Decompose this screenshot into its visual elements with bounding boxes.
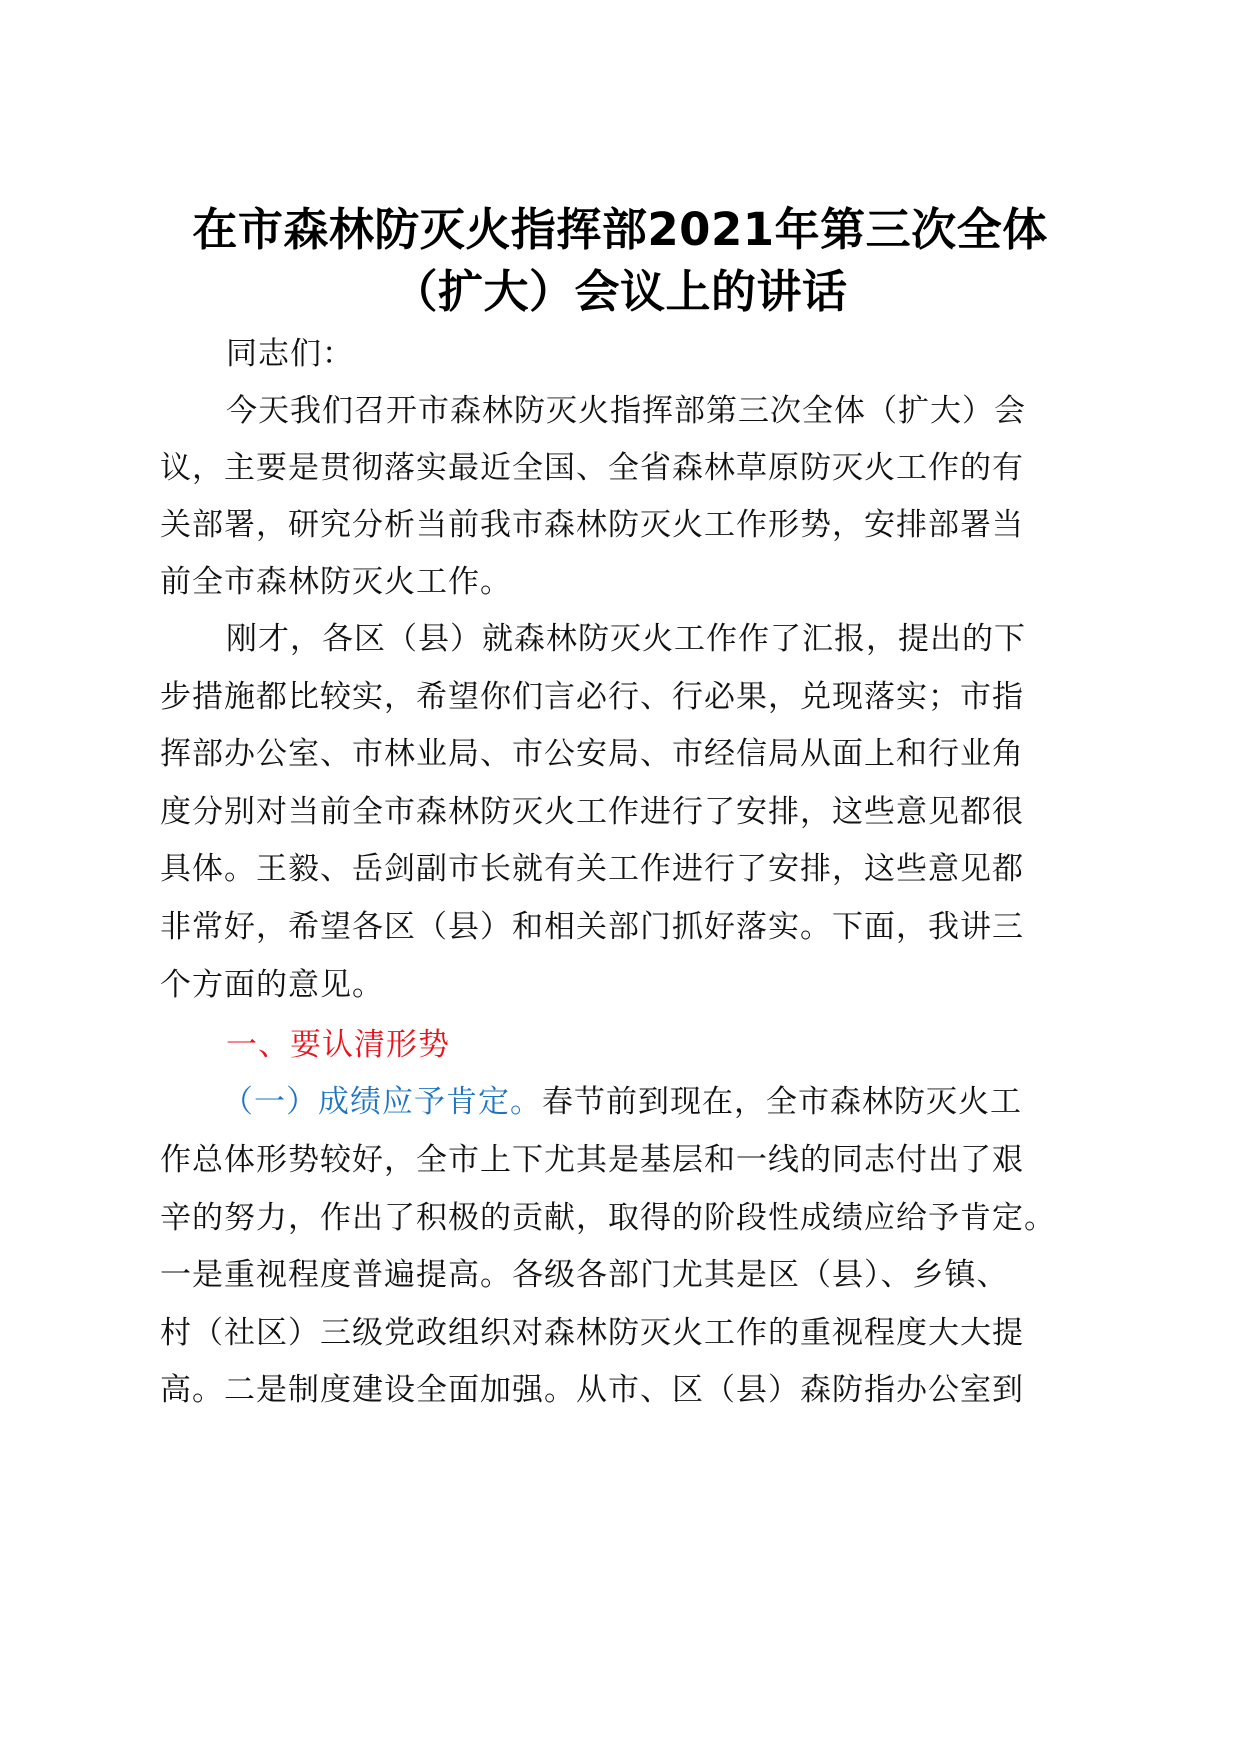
paragraph-1-line-4: 前全市森林防灭火工作。 bbox=[160, 564, 512, 600]
paragraph-1-line-2: 议，主要是贯彻落实最近全国、全省森林草原防灭火工作的有 bbox=[160, 450, 1024, 486]
paragraph-2-line-5: 具体。王毅、岳剑副市长就有关工作进行了安排，这些意见都 bbox=[160, 851, 1024, 887]
paragraph-2-line-3: 挥部办公室、市林业局、市公安局、市经信局从面上和行业角 bbox=[160, 736, 1024, 772]
subheading-1: （一）成绩应予肯定。 bbox=[222, 1084, 542, 1120]
paragraph-3-line-3: 辛的努力，作出了积极的贡献，取得的阶段性成绩应给予肯定。 bbox=[160, 1200, 1056, 1236]
document-title-line-2: （扩大）会议上的讲话 bbox=[392, 265, 848, 318]
paragraph-2-line-1: 刚才，各区（县）就森林防灭火工作作了汇报，提出的下 bbox=[226, 621, 1026, 657]
paragraph-3-line-5: 村（社区）三级党政组织对森林防灭火工作的重视程度大大提 bbox=[160, 1315, 1024, 1351]
document-title-line-1: 在市森林防灭火指挥部2021年第三次全体 bbox=[192, 203, 1048, 256]
paragraph-2-line-4: 度分别对当前全市森林防灭火工作进行了安排，这些意见都很 bbox=[160, 794, 1024, 830]
paragraph-3-line-4: 一是重视程度普遍提高。各级各部门尤其是区（县）、乡镇、 bbox=[160, 1257, 1009, 1293]
paragraph-3-line-6: 高。二是制度建设全面加强。从市、区（县）森防指办公室到 bbox=[160, 1372, 1024, 1408]
paragraph-3-line-1-text: 春节前到现在，全市森林防灭火工 bbox=[542, 1084, 1022, 1120]
paragraph-2-line-7: 个方面的意见。 bbox=[160, 967, 384, 1003]
section-heading-1: 一、要认清形势 bbox=[226, 1027, 450, 1063]
paragraph-3-line-1 bbox=[222, 1080, 1182, 1124]
salutation: 同志们： bbox=[226, 336, 354, 372]
paragraph-1-line-1: 今天我们召开市森林防灭火指挥部第三次全体（扩大）会 bbox=[226, 393, 1026, 429]
paragraph-3-line-2: 作总体形势较好，全市上下尤其是基层和一线的同志付出了艰 bbox=[160, 1142, 1024, 1178]
paragraph-2-line-2: 步措施都比较实，希望你们言必行、行必果，兑现落实；市指 bbox=[160, 679, 1024, 715]
paragraph-1-line-3: 关部署，研究分析当前我市森林防灭火工作形势，安排部署当 bbox=[160, 507, 1024, 543]
paragraph-2-line-6: 非常好，希望各区（县）和相关部门抓好落实。下面，我讲三 bbox=[160, 909, 1024, 945]
